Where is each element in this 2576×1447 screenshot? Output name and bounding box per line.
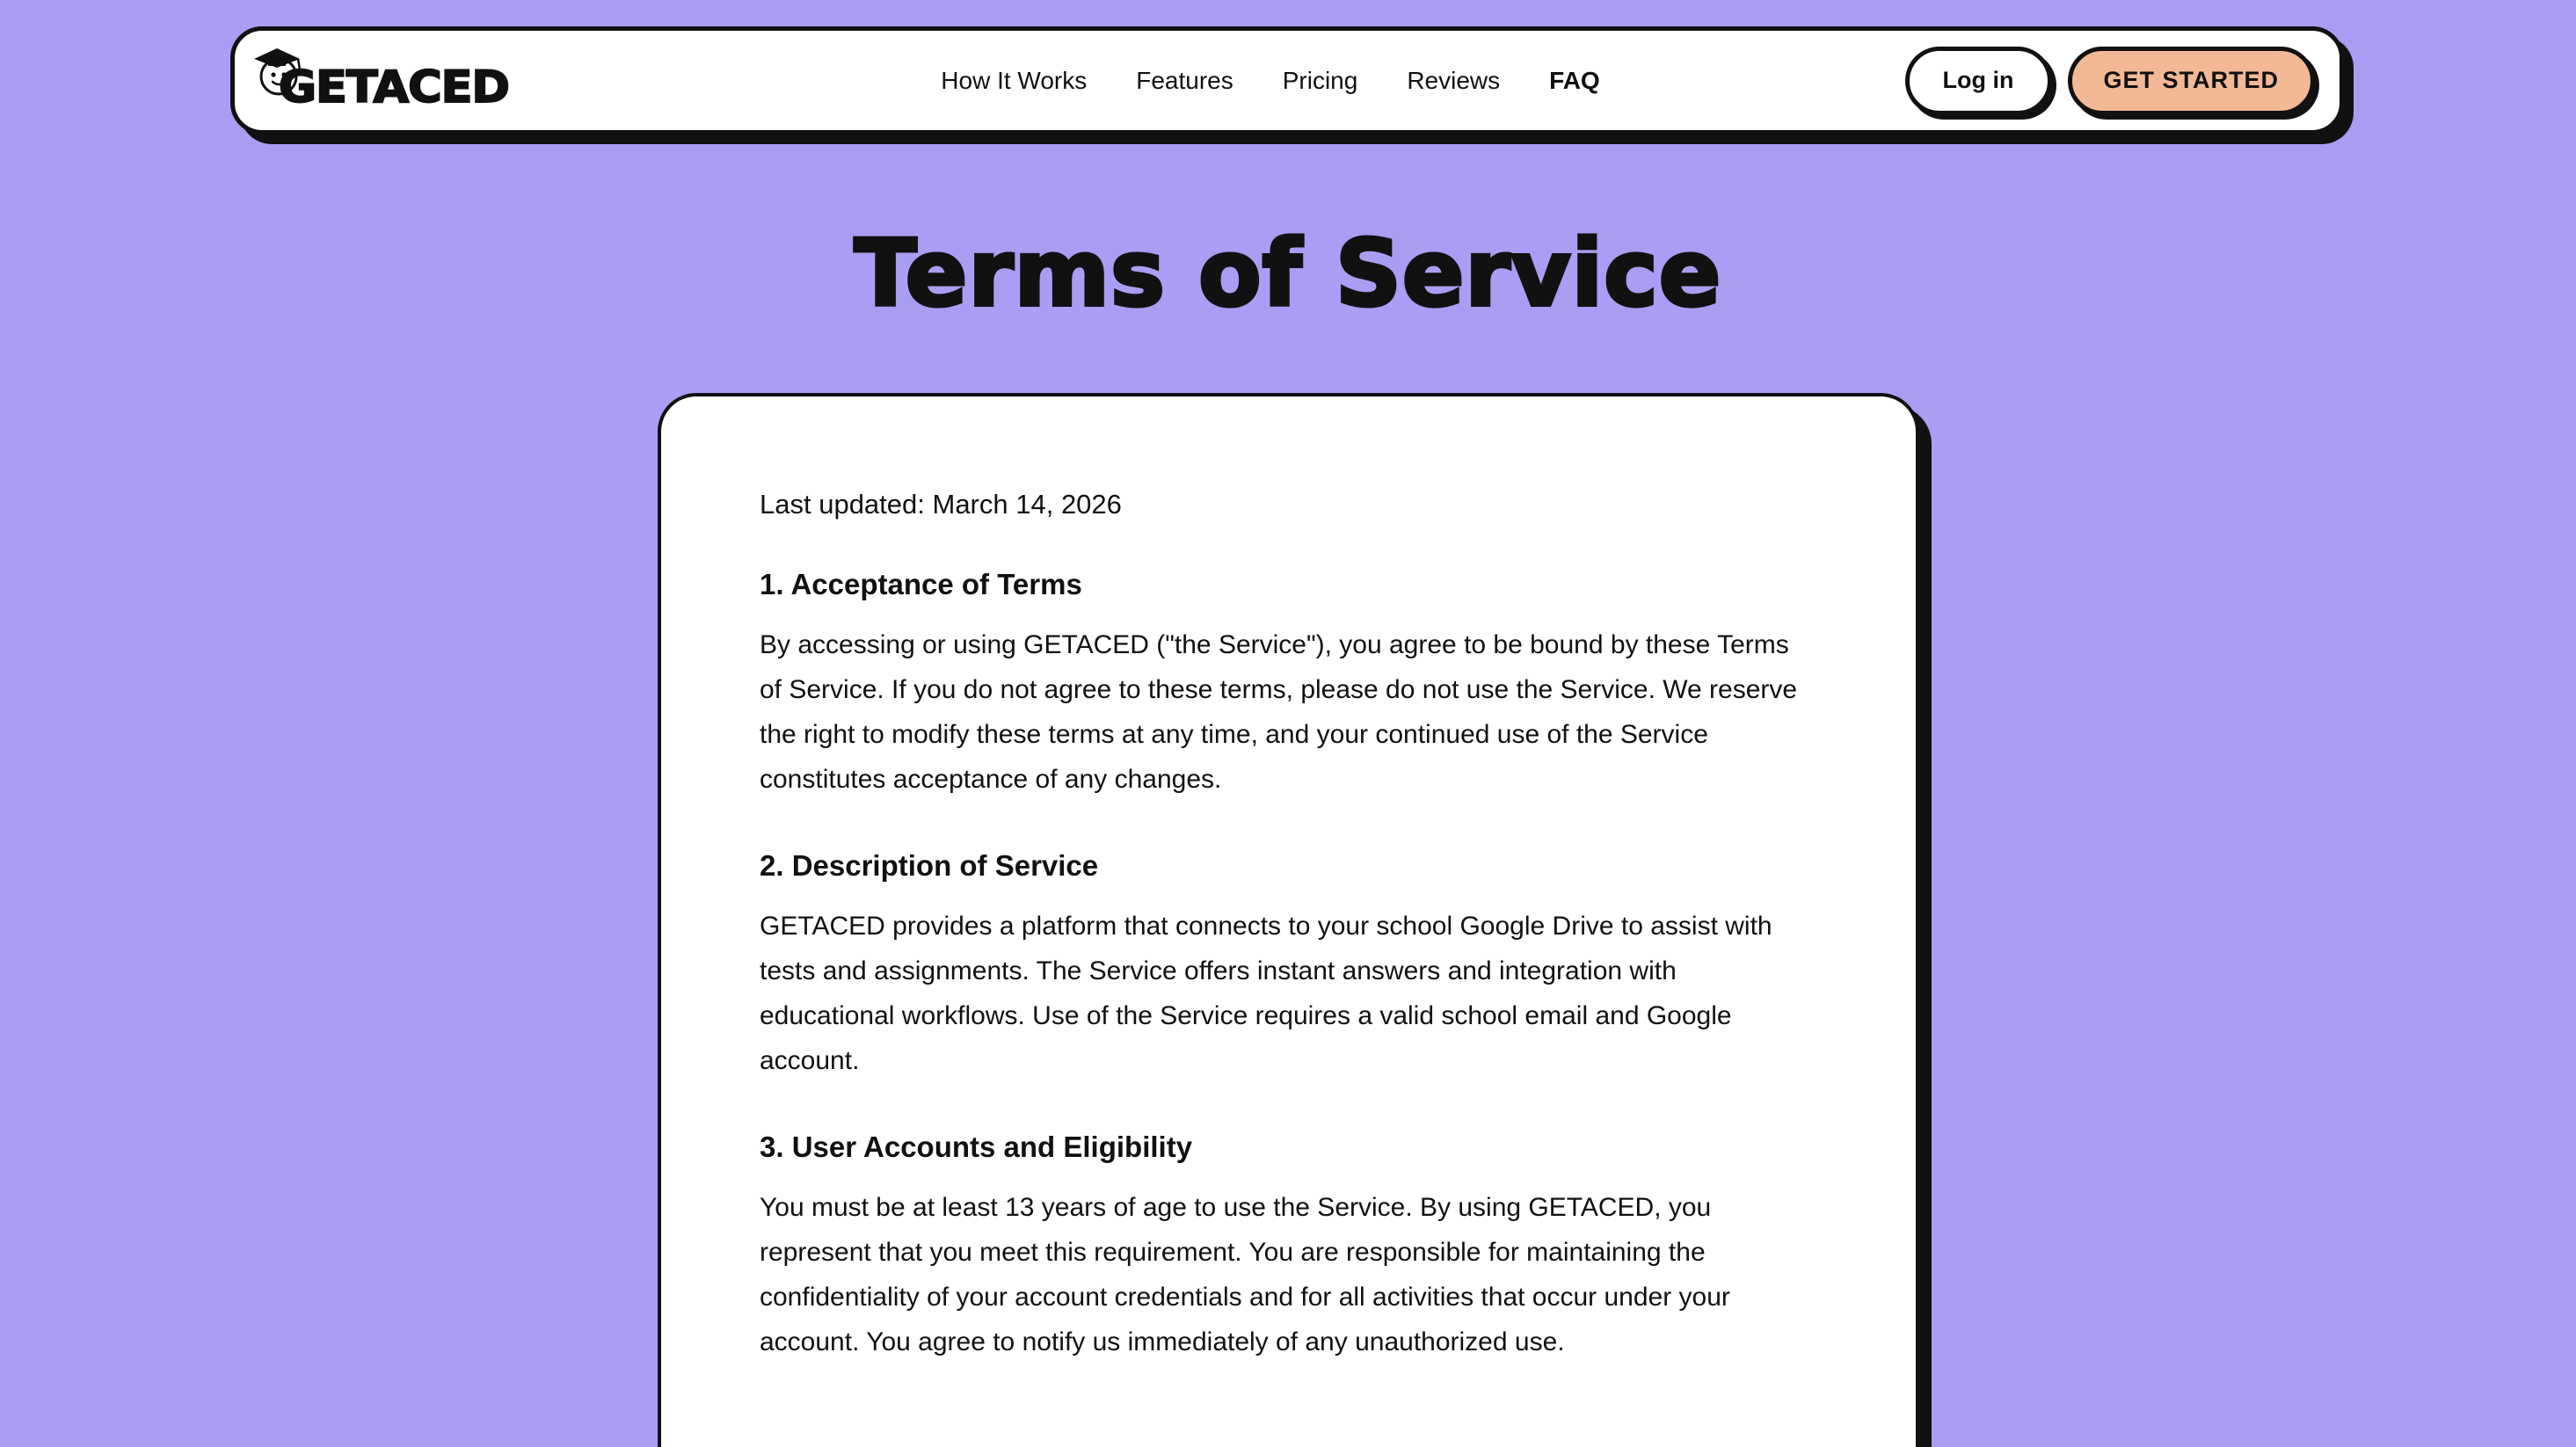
section-body: By accessing or using GETACED ("the Service"), you agree to be bound by these Terms of Service. If you do not agree to these terms, please do not use the Service. We reserve the right to modify these terms at any time, and your continued use of the Service constitutes acceptance of any changes. [760, 630, 1798, 794]
page-title: Terms of Service [854, 220, 1722, 327]
terms-section-description [760, 849, 1817, 1083]
section-body: GETACED provides a platform that connects to your school Google Drive to assist with tests and assignments. The Service offers instant answers and integration with educational workflows. Use of the Service requires a valid school email and Google account. [760, 912, 1772, 1075]
section-heading: 3. User Accounts and Eligibility [760, 1131, 1193, 1163]
nav-link-features[interactable]: Features [1136, 66, 1233, 94]
last-updated-text: Last updated: March 14, 2026 [760, 489, 1122, 520]
login-button[interactable]: Log in [1905, 47, 2052, 115]
terms-section-accounts [760, 1131, 1817, 1364]
terms-section-acceptance [760, 568, 1817, 802]
section-heading: 1. Acceptance of Terms [760, 568, 1082, 600]
navbar [230, 26, 2344, 135]
terms-card [658, 393, 1919, 1447]
section-heading: 2. Description of Service [760, 849, 1099, 882]
get-started-button[interactable]: GET STARTED [2068, 47, 2316, 115]
nav-actions [1905, 31, 2315, 130]
logo-text: GETACED [279, 61, 509, 113]
nav-link-faq[interactable]: FAQ [1549, 66, 1600, 94]
section-body: You must be at least 13 years of age to use the Service. By using GETACED, you represent that you meet this requirement. You are responsible for maintaining the confidentiality of your account credentials and for all activities that occur under your account. You agree to notify us immediately of any unauthorized use. [760, 1193, 1730, 1356]
nav-link-how-it-works[interactable]: How It Works [941, 66, 1088, 94]
nav-link-pricing[interactable]: Pricing [1282, 66, 1358, 94]
nav-link-reviews[interactable]: Reviews [1407, 66, 1501, 94]
logo-link[interactable] [244, 31, 509, 130]
